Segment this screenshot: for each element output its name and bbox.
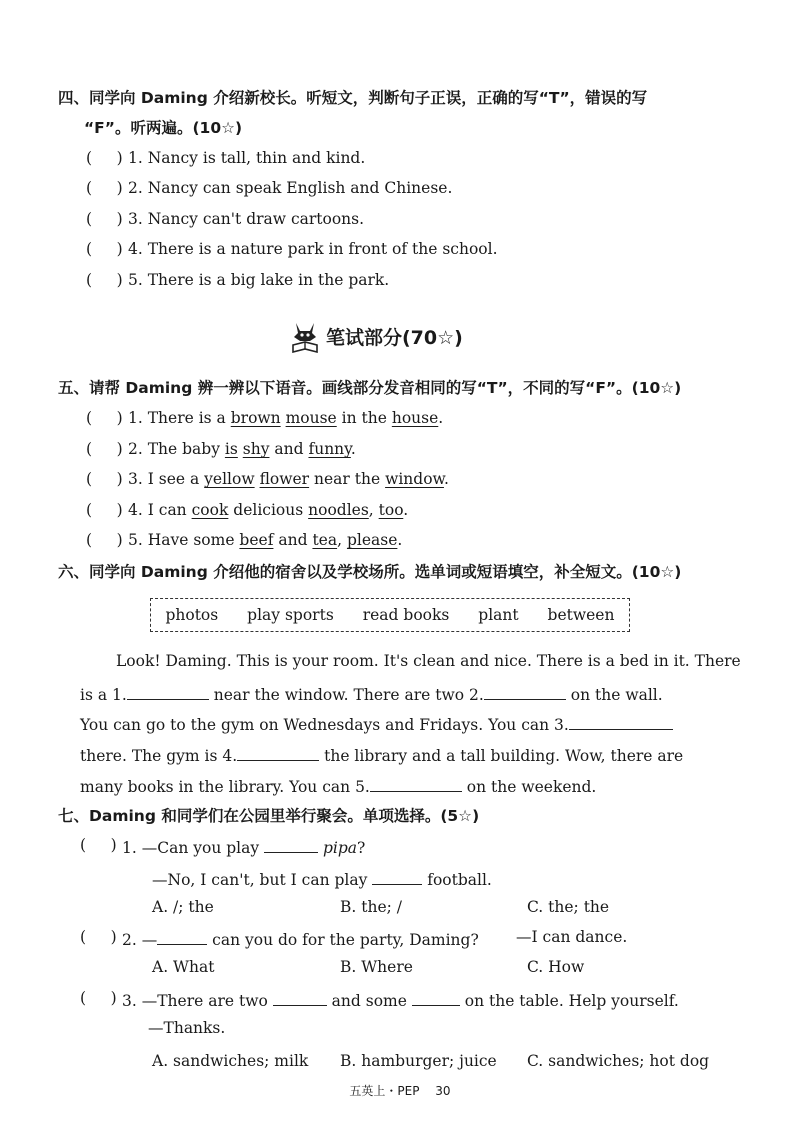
option-a[interactable]: A. /; the xyxy=(152,898,214,916)
option-c[interactable]: C. How xyxy=(527,958,585,976)
answer-blank[interactable]: ( ) xyxy=(86,271,123,289)
question-7-3-reply: —Thanks. xyxy=(148,1019,226,1037)
choice-blank[interactable] xyxy=(264,836,318,853)
question-5-2: 2. The baby is shy and funny. xyxy=(128,440,356,458)
page-footer xyxy=(0,1082,800,1099)
answer-blank[interactable]: ( ) xyxy=(86,501,123,519)
option-a[interactable]: A. What xyxy=(152,958,215,976)
section-7-heading: 七、Daming 和同学们在公园里举行聚会。单项选择。(5☆) xyxy=(58,807,480,825)
written-part-label: 笔试部分(70☆) xyxy=(326,326,463,349)
option-c[interactable]: C. the; the xyxy=(527,898,610,916)
passage-line-4: there. The gym is 4. the library and a tall building. Wow, there are xyxy=(80,744,700,765)
fill-blank-3[interactable] xyxy=(569,713,673,730)
option-a[interactable]: A. sandwiches; milk xyxy=(152,1052,309,1070)
section-5-heading: 五、请帮 Daming 辨一辨以下语音。画线部分发音相同的写“T”，不同的写“F”。(10☆) xyxy=(58,379,682,397)
page-number: 30 xyxy=(435,1084,451,1098)
question-4-2: 2. Nancy can speak English and Chinese. xyxy=(128,179,453,197)
answer-blank[interactable]: ( ) xyxy=(86,240,123,258)
word-option: read books xyxy=(362,606,450,624)
passage-line-5: many books in the library. You can 5. on the weekend. xyxy=(80,775,700,796)
word-option: between xyxy=(547,606,615,624)
passage-line-3: You can go to the gym on Wednesdays and Fridays. You can 3. xyxy=(80,713,700,734)
fill-blank-5[interactable] xyxy=(370,775,462,792)
section-6-heading: 六、同学向 Daming 介绍他的宿舍以及学校场所。选单词或短语填空，补全短文。(10☆) xyxy=(58,563,682,581)
question-5-4: 4. I can cook delicious noodles, too. xyxy=(128,501,409,519)
word-option: plant xyxy=(478,606,519,624)
answer-blank[interactable]: ( ) xyxy=(86,210,123,228)
word-bank xyxy=(150,598,630,632)
answer-blank[interactable]: ( ) xyxy=(80,928,117,946)
answer-blank[interactable]: ( ) xyxy=(86,179,123,197)
answer-blank[interactable]: ( ) xyxy=(80,836,117,854)
option-b[interactable]: B. the; / xyxy=(340,898,402,916)
question-7-3: 3. —There are two and some on the table. Help yourself. xyxy=(122,989,679,1010)
answer-blank[interactable]: ( ) xyxy=(80,989,117,1007)
question-7-2-answer: —I can dance. xyxy=(516,928,628,946)
question-7-1-reply: —No, I can't, but I can play football. xyxy=(152,868,492,889)
footer-label: 五英上・PEP xyxy=(349,1084,420,1098)
question-4-5: 5. There is a big lake in the park. xyxy=(128,271,390,289)
question-4-1: 1. Nancy is tall, thin and kind. xyxy=(128,149,366,167)
passage-line-2: is a 1. near the window. There are two 2. on the wall. xyxy=(80,683,700,704)
question-4-4: 4. There is a nature park in front of the school. xyxy=(128,240,498,258)
word-option: play sports xyxy=(247,606,334,624)
written-part-title xyxy=(290,318,463,354)
choice-blank[interactable] xyxy=(157,928,207,945)
passage-line-1: Look! Daming. This is your room. It's clean and nice. There is a bed in it. There xyxy=(116,652,741,670)
question-5-5: 5. Have some beef and tea, please. xyxy=(128,531,403,549)
question-5-3: 3. I see a yellow flower near the window. xyxy=(128,470,449,488)
choice-blank[interactable] xyxy=(412,989,460,1006)
fox-reading-icon xyxy=(290,319,320,353)
choice-blank[interactable] xyxy=(372,868,422,885)
answer-blank[interactable]: ( ) xyxy=(86,531,123,549)
answer-blank[interactable]: ( ) xyxy=(86,149,123,167)
word-option: photos xyxy=(165,606,219,624)
choice-blank[interactable] xyxy=(273,989,327,1006)
fill-blank-1[interactable] xyxy=(127,683,209,700)
option-b[interactable]: B. hamburger; juice xyxy=(340,1052,497,1070)
question-5-1: 1. There is a brown mouse in the house. xyxy=(128,409,444,427)
question-7-2: 2. — can you do for the party, Daming? xyxy=(122,928,479,949)
option-b[interactable]: B. Where xyxy=(340,958,413,976)
answer-blank[interactable]: ( ) xyxy=(86,440,123,458)
answer-blank[interactable]: ( ) xyxy=(86,409,123,427)
section-4-heading-cont: “F”。听两遍。(10☆) xyxy=(84,119,243,137)
fill-blank-2[interactable] xyxy=(484,683,566,700)
option-c[interactable]: C. sandwiches; hot dog xyxy=(527,1052,710,1070)
answer-blank[interactable]: ( ) xyxy=(86,470,123,488)
question-4-3: 3. Nancy can't draw cartoons. xyxy=(128,210,365,228)
fill-blank-4[interactable] xyxy=(237,744,319,761)
section-4-heading: 四、同学向 Daming 介绍新校长。听短文，判断句子正误，正确的写“T”，错误的写 xyxy=(58,89,648,107)
question-7-1: 1. —Can you play pipa? xyxy=(122,836,365,857)
